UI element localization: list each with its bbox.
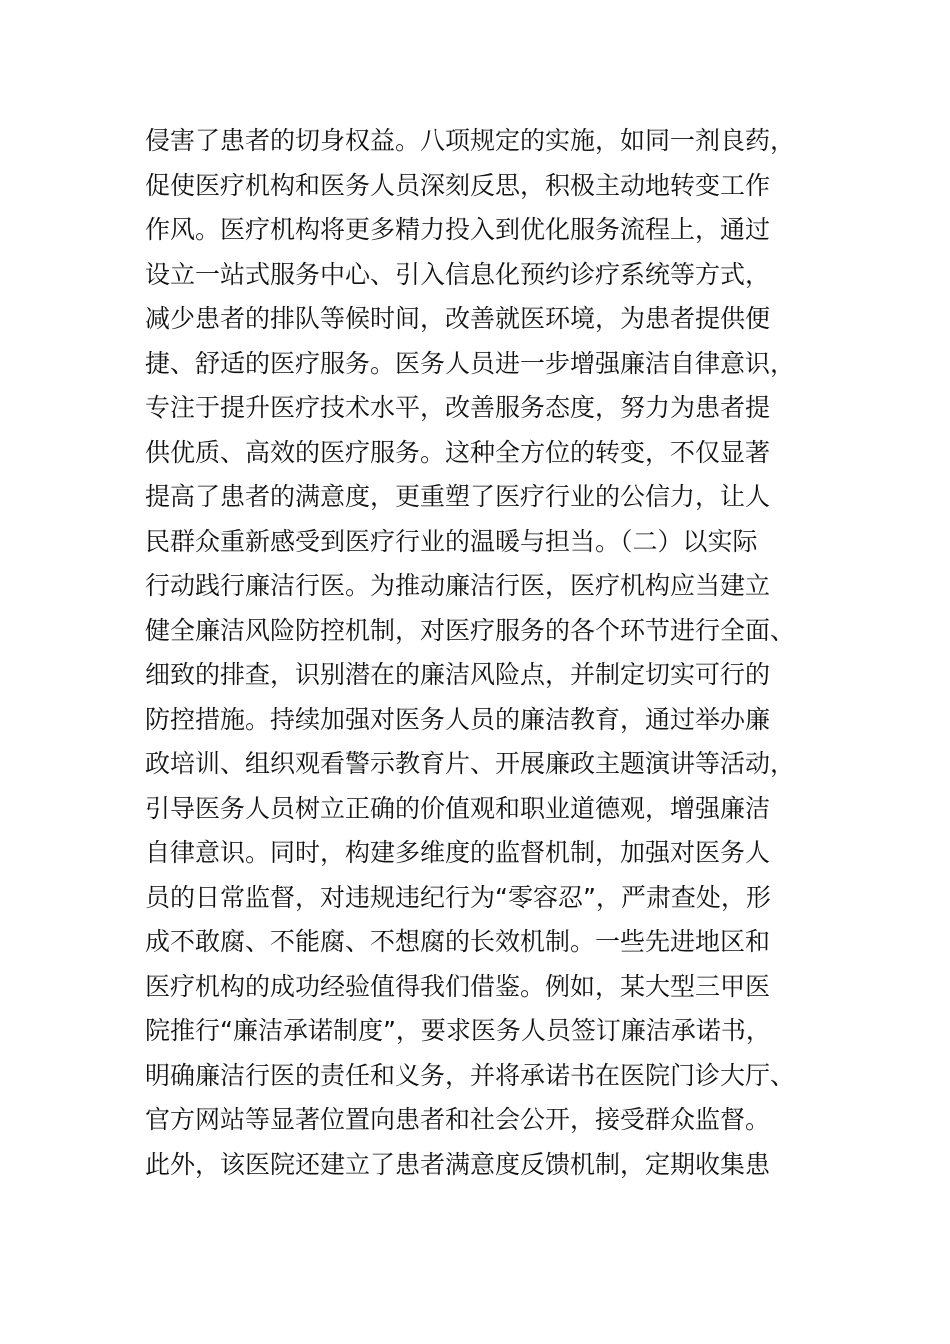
text-line: 引导医务人员树立正确的价值观和职业道德观，增强廉洁: [145, 793, 771, 823]
text-line: 专注于提升医疗技术水平，改善服务态度，努力为患者提: [145, 393, 771, 422]
text-line: 侵害了患者的切身权益。八项规定的实施，如同一剂良药，: [145, 126, 796, 155]
text-line: 防控措施。持续加强对医务人员的廉洁教育，通过举办廉: [145, 704, 771, 734]
text-line: 供优质、高效的医疗服务。这种全方位的转变，不仅显著: [145, 437, 771, 467]
text-line: 促使医疗机构和医务人员深刻反思，积极主动地转变工作: [145, 170, 771, 200]
text-line: 提高了患者的满意度，更重塑了医疗行业的公信力，让人: [145, 482, 771, 511]
text-line: 医疗机构的成功经验值得我们借鉴。例如，某大型三甲医: [145, 971, 771, 1001]
text-line: 官方网站等显著位置向患者和社会公开，接受群众监督。: [145, 1105, 771, 1134]
text-line: 减少患者的排队等候时间，改善就医环境，为患者提供便: [145, 304, 771, 333]
text-line: 院推行“廉洁承诺制度”，要求医务人员签订廉洁承诺书，: [145, 1016, 771, 1045]
text-line: 自律意识。同时，构建多维度的监督机制，加强对医务人: [145, 838, 771, 867]
text-line: 员的日常监督，对违规违纪行为“零容忍”，严肃查处，形: [145, 882, 771, 912]
text-line: 设立一站式服务中心、引入信息化预约诊疗系统等方式，: [145, 259, 771, 289]
text-line: 捷、舒适的医疗服务。医务人员进一步增强廉洁自律意识，: [145, 348, 796, 378]
text-line: 民群众重新感受到医疗行业的温暖与担当。（二）以实际: [145, 526, 758, 556]
body-paragraph: [145, 119, 825, 1187]
text-line: 此外，该医院还建立了患者满意度反馈机制，定期收集患: [145, 1149, 771, 1179]
text-line: 行动践行廉洁行医。为推动廉洁行医，医疗机构应当建立: [145, 571, 771, 600]
text-line: 细致的排查，识别潜在的廉洁风险点，并制定切实可行的: [145, 660, 771, 689]
text-line: 明确廉洁行医的责任和义务，并将承诺书在医院门诊大厅、: [145, 1060, 796, 1090]
text-line: 成不敢腐、不能腐、不想腐的长效机制。一些先进地区和: [145, 927, 771, 956]
text-line: 政培训、组织观看警示教育片、开展廉政主题演讲等活动，: [145, 749, 796, 778]
text-line: 健全廉洁风险防控机制，对医疗服务的各个环节进行全面、: [145, 615, 796, 645]
text-line: 作风。医疗机构将更多精力投入到优化服务流程上，通过: [145, 215, 771, 244]
